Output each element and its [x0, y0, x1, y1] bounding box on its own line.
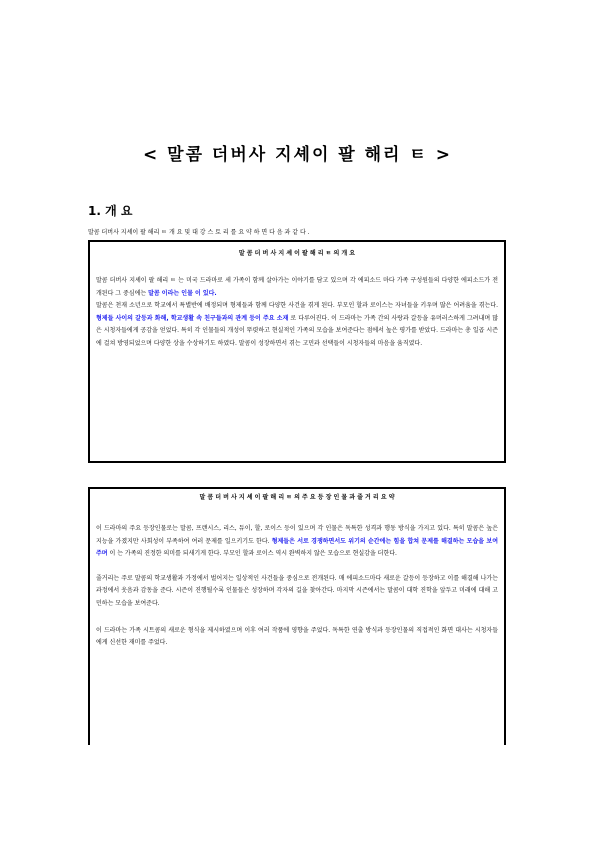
characters-paragraph-3	[96, 625, 498, 650]
paragraph-text: 말콤은 천재 소년으로 학교에서 특별반에 배정되며 형제들과 함께 다양한 사건을 겪게 된다. 부모인 할과 로이스는 자녀들을 키우며 많은 어려움을 겪는다.	[96, 302, 498, 310]
paragraph-text: 이 드라마는 가족 시트콤의 새로운 형식을 제시하였으며 이후 여러 작품에 영향을 주었다. 독특한 연출 방식과 등장인물의 직접적인 화면 대사는 시청자들에게 신선한 재미를 주었다.	[96, 626, 498, 647]
paragraph-text: 이 드라마의 주요 등장인물로는 말콤, 프랜시스, 리스, 듀이, 할, 로이스 등이 있으며 각 인물은 독특한 성격과 행동 방식을 가지고 있다. 특히 말콤은 높은 지능을 가졌지만 사회성이 부족하여 여러 문제를 일으키기도 한다.	[96, 525, 498, 545]
highlighted-text: 형제들은 서로 경쟁하면서도 위기의 순간에는 힘을 합쳐 문제를 해결하는 모습을 보여주며	[96, 537, 498, 558]
paragraph-tail: 이 는 가족의 진정한 의미를 되새기게 한다. 부모인 할과 로이스 역시 완벽하지 않은 모습으로 현실감을 더한다.	[109, 550, 397, 558]
overview-paragraph-2	[96, 300, 498, 350]
paragraph-text: 말콤 더버사 지셰이 팔 해리 ㅌ 는 미국 드라마로 세 가족이 함께 살아가는 이야기를 담고 있으며 각 에피소드 마다 가족 구성원들의 다양한 에피소드가 전개된다 그 중심에는	[96, 277, 498, 297]
highlighted-text: 형제들 사이의 갈등과 화해, 학교생활 속 친구들과의 관계 등이 주요 소재	[96, 314, 289, 322]
intro-text: 말콤 더버사 지셰이 팔 해리 ㅌ 개 요 및 대 강 스 토 리 를 요 약 하 면 다 음 과 같 다 .	[88, 229, 310, 236]
document-title: < 말콤 더버사 지셰이 팔 해리 ㅌ >	[143, 145, 452, 165]
overview-box	[88, 240, 506, 463]
section-heading: 1. 개 요	[88, 204, 133, 218]
characters-paragraph-2	[96, 573, 498, 611]
paragraph-tail: 로 다루어진다. 이 드라마는 가족 간의 사랑과 갈등을 유머러스하게 그려내며 많은 시청자들에게 공감을 얻었다. 특히 각 인물들의 개성이 뚜렷하고 현실적인 가족의 모습을 보여준다는 점에서 높은 평가를 받았다. 드라마는 총 일곱 시즌에 걸쳐 방영되었으며 다양한 상을 수상하기도 하였다. 말콤이 성장하면서 겪는 고민과 선택들이 시청자들의 마음을 움직였다.	[96, 314, 498, 347]
overview-box-title: 말 콤 더 버 사 지 셰 이 팔 해 리 ㅌ 의 개 요	[238, 250, 356, 257]
paragraph-text: 줄거리는 주로 말콤의 학교생활과 가정에서 벌어지는 일상적인 사건들을 중심으로 전개된다. 매 에피소드마다 새로운 갈등이 등장하고 이를 해결해 나가는 과정에서 웃음과 감동을 준다. 시즌이 진행될수록 인물들은 성장하며 각자의 길을 찾아간다. 마지막 시즌에서는 말콤이 대학 진학을 앞두고 미래에 대해 고민하는 모습을 보여준다.	[96, 574, 498, 607]
characters-box	[88, 487, 506, 745]
characters-paragraph-1	[96, 523, 498, 561]
characters-box-title: 말 콤 더 버 사 지 셰 이 팔 해 리 ㅌ 의 주 요 등 장 인 물 과 줄 거 리 요 약	[199, 494, 395, 501]
highlighted-text: 말콤 이라는 인물 이 있다.	[148, 289, 217, 297]
overview-paragraph-1	[96, 275, 498, 300]
